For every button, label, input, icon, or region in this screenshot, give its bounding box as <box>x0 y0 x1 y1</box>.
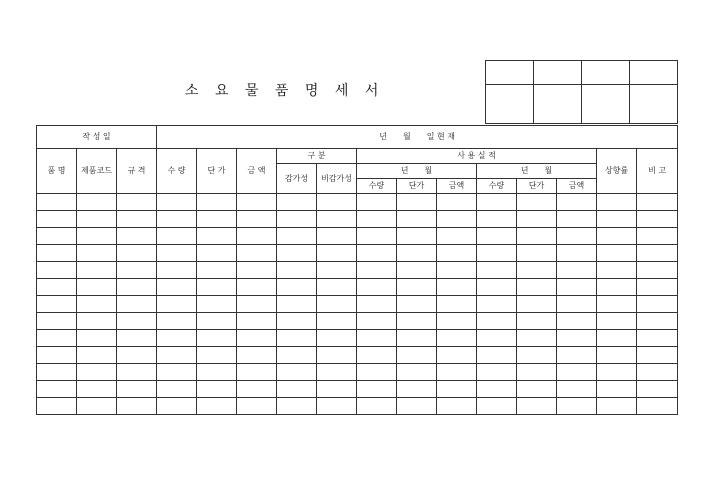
col-amount: 금 액 <box>237 149 277 194</box>
table-cell[interactable] <box>437 228 477 245</box>
col-quantity: 수 량 <box>157 149 197 194</box>
table-cell[interactable] <box>157 211 197 228</box>
table-cell[interactable] <box>317 245 357 262</box>
table-cell[interactable] <box>117 245 157 262</box>
table-cell[interactable] <box>197 296 237 313</box>
col-category: 구 분 <box>277 149 357 164</box>
col-p1-unit-price: 단가 <box>397 179 437 194</box>
table-cell[interactable] <box>237 262 277 279</box>
table-cell[interactable] <box>437 364 477 381</box>
table-cell[interactable] <box>597 245 637 262</box>
table-cell[interactable] <box>117 347 157 364</box>
table-cell[interactable] <box>317 347 357 364</box>
col-product-code: 제품코드 <box>77 149 117 194</box>
table-cell[interactable] <box>117 381 157 398</box>
table-cell[interactable] <box>237 347 277 364</box>
col-spec: 규 격 <box>117 149 157 194</box>
table-cell[interactable] <box>637 245 678 262</box>
table-cell[interactable] <box>197 262 237 279</box>
table-cell[interactable] <box>117 296 157 313</box>
table-cell[interactable] <box>557 194 597 211</box>
table-cell[interactable] <box>597 313 637 330</box>
table-cell[interactable] <box>437 330 477 347</box>
table-cell[interactable] <box>357 381 397 398</box>
table-cell[interactable] <box>517 330 557 347</box>
table-cell[interactable] <box>77 194 117 211</box>
table-cell[interactable] <box>117 194 157 211</box>
approval-cell[interactable] <box>630 61 678 85</box>
table-cell[interactable] <box>437 381 477 398</box>
table-cell[interactable] <box>317 381 357 398</box>
table-cell[interactable] <box>517 279 557 296</box>
table-cell[interactable] <box>397 262 437 279</box>
table-cell[interactable] <box>637 296 678 313</box>
table-cell[interactable] <box>517 194 557 211</box>
table-cell[interactable] <box>557 211 597 228</box>
table-cell[interactable] <box>637 313 678 330</box>
table-cell[interactable] <box>37 211 77 228</box>
table-cell[interactable] <box>317 228 357 245</box>
table-cell[interactable] <box>437 398 477 415</box>
table-cell[interactable] <box>237 330 277 347</box>
table-cell[interactable] <box>477 398 517 415</box>
table-cell[interactable] <box>357 228 397 245</box>
table-cell[interactable] <box>37 313 77 330</box>
table-cell[interactable] <box>317 194 357 211</box>
table-cell[interactable] <box>117 279 157 296</box>
table-cell[interactable] <box>637 398 678 415</box>
table-cell[interactable] <box>77 313 117 330</box>
col-unit-price: 단 가 <box>197 149 237 194</box>
table-cell[interactable] <box>477 364 517 381</box>
table-cell[interactable] <box>197 228 237 245</box>
col-period-2: 년 월 <box>477 164 597 179</box>
document-title: 소 요 물 품 명 세 서 <box>185 83 385 99</box>
table-cell[interactable] <box>597 211 637 228</box>
table-cell[interactable] <box>477 296 517 313</box>
table-cell[interactable] <box>317 313 357 330</box>
table-cell[interactable] <box>157 347 197 364</box>
table-cell[interactable] <box>517 211 557 228</box>
table-cell[interactable] <box>597 330 637 347</box>
table-cell[interactable] <box>357 296 397 313</box>
table-cell[interactable] <box>437 347 477 364</box>
table-cell[interactable] <box>437 245 477 262</box>
table-cell[interactable] <box>117 330 157 347</box>
table-cell[interactable] <box>397 211 437 228</box>
table-cell[interactable] <box>157 330 197 347</box>
table-cell[interactable] <box>37 398 77 415</box>
table-cell[interactable] <box>237 364 277 381</box>
col-p1-quantity: 수량 <box>357 179 397 194</box>
table-cell[interactable] <box>517 228 557 245</box>
table-cell[interactable] <box>477 211 517 228</box>
table-cell[interactable] <box>517 364 557 381</box>
table-cell[interactable] <box>197 330 237 347</box>
table-cell[interactable] <box>397 194 437 211</box>
table-cell[interactable] <box>77 330 117 347</box>
table-cell[interactable] <box>277 296 317 313</box>
table-cell[interactable] <box>437 262 477 279</box>
table-cell[interactable] <box>77 381 117 398</box>
table-row <box>37 245 678 262</box>
table-cell[interactable] <box>237 279 277 296</box>
table-cell[interactable] <box>237 194 277 211</box>
table-cell[interactable] <box>397 313 437 330</box>
approval-cell[interactable] <box>486 61 534 85</box>
table-cell[interactable] <box>597 364 637 381</box>
table-cell[interactable] <box>397 330 437 347</box>
table-cell[interactable] <box>77 398 117 415</box>
table-cell[interactable] <box>277 381 317 398</box>
approval-sign-cell[interactable] <box>534 85 582 124</box>
table-cell[interactable] <box>277 330 317 347</box>
col-non-depreciable: 비감가성 <box>317 164 357 194</box>
table-cell[interactable] <box>37 296 77 313</box>
table-cell[interactable] <box>157 279 197 296</box>
table-row <box>37 398 678 415</box>
table-cell[interactable] <box>557 313 597 330</box>
table-cell[interactable] <box>437 211 477 228</box>
table-cell[interactable] <box>237 381 277 398</box>
table-cell[interactable] <box>117 262 157 279</box>
table-cell[interactable] <box>157 296 197 313</box>
table-cell[interactable] <box>597 398 637 415</box>
table-cell[interactable] <box>357 398 397 415</box>
table-cell[interactable] <box>157 313 197 330</box>
table-cell[interactable] <box>37 245 77 262</box>
table-cell[interactable] <box>637 194 678 211</box>
table-cell[interactable] <box>117 211 157 228</box>
table-cell[interactable] <box>277 347 317 364</box>
table-row <box>37 296 678 313</box>
table-cell[interactable] <box>237 245 277 262</box>
approval-cell[interactable] <box>534 61 582 85</box>
table-cell[interactable] <box>357 262 397 279</box>
table-cell[interactable] <box>37 228 77 245</box>
header-row-1 <box>37 149 678 164</box>
table-cell[interactable] <box>77 245 117 262</box>
table-cell[interactable] <box>397 279 437 296</box>
approval-cell[interactable] <box>582 61 630 85</box>
table-row <box>37 211 678 228</box>
table-cell[interactable] <box>637 381 678 398</box>
table-cell[interactable] <box>637 211 678 228</box>
table-cell[interactable] <box>397 364 437 381</box>
table-cell[interactable] <box>477 313 517 330</box>
date-row <box>37 126 678 149</box>
table-cell[interactable] <box>37 262 77 279</box>
table-row <box>37 330 678 347</box>
table-cell[interactable] <box>597 228 637 245</box>
approval-stamp-grid <box>485 60 678 124</box>
table-cell[interactable] <box>477 194 517 211</box>
table-cell[interactable] <box>237 398 277 415</box>
date-value[interactable]: 년 월 일 현 재 <box>157 126 678 149</box>
table-cell[interactable] <box>317 279 357 296</box>
table-cell[interactable] <box>597 296 637 313</box>
table-cell[interactable] <box>37 330 77 347</box>
table-cell[interactable] <box>557 364 597 381</box>
table-cell[interactable] <box>77 347 117 364</box>
table-cell[interactable] <box>397 296 437 313</box>
table-cell[interactable] <box>157 228 197 245</box>
table-cell[interactable] <box>317 330 357 347</box>
table-cell[interactable] <box>477 262 517 279</box>
col-p2-unit-price: 단가 <box>517 179 557 194</box>
table-cell[interactable] <box>277 194 317 211</box>
approval-sign-cell[interactable] <box>486 85 534 124</box>
table-cell[interactable] <box>117 313 157 330</box>
table-cell[interactable] <box>557 296 597 313</box>
table-row <box>37 194 678 211</box>
table-cell[interactable] <box>437 296 477 313</box>
table-cell[interactable] <box>277 279 317 296</box>
table-cell[interactable] <box>357 364 397 381</box>
table-cell[interactable] <box>517 398 557 415</box>
table-row <box>37 381 678 398</box>
table-cell[interactable] <box>557 245 597 262</box>
table-cell[interactable] <box>77 364 117 381</box>
table-cell[interactable] <box>277 398 317 415</box>
table-cell[interactable] <box>197 364 237 381</box>
table-cell[interactable] <box>117 364 157 381</box>
table-cell[interactable] <box>597 194 637 211</box>
approval-sign-cell[interactable] <box>582 85 630 124</box>
table-cell[interactable] <box>557 228 597 245</box>
table-cell[interactable] <box>397 228 437 245</box>
table-cell[interactable] <box>277 211 317 228</box>
approval-header-row <box>486 61 678 85</box>
table-cell[interactable] <box>197 347 237 364</box>
table-cell[interactable] <box>37 279 77 296</box>
table-cell[interactable] <box>397 398 437 415</box>
table-cell[interactable] <box>517 313 557 330</box>
table-cell[interactable] <box>557 347 597 364</box>
table-cell[interactable] <box>357 211 397 228</box>
table-cell[interactable] <box>37 194 77 211</box>
table-row <box>37 228 678 245</box>
table-cell[interactable] <box>397 245 437 262</box>
table-cell[interactable] <box>437 194 477 211</box>
table-cell[interactable] <box>517 296 557 313</box>
table-cell[interactable] <box>517 347 557 364</box>
table-cell[interactable] <box>77 279 117 296</box>
table-cell[interactable] <box>477 228 517 245</box>
table-cell[interactable] <box>197 211 237 228</box>
table-cell[interactable] <box>237 313 277 330</box>
col-p2-amount: 금액 <box>557 179 597 194</box>
table-cell[interactable] <box>557 330 597 347</box>
table-cell[interactable] <box>277 262 317 279</box>
table-cell[interactable] <box>637 262 678 279</box>
table-cell[interactable] <box>77 228 117 245</box>
table-cell[interactable] <box>317 364 357 381</box>
table-cell[interactable] <box>477 347 517 364</box>
table-cell[interactable] <box>157 194 197 211</box>
table-row <box>37 347 678 364</box>
table-cell[interactable] <box>637 279 678 296</box>
table-cell[interactable] <box>477 330 517 347</box>
col-remarks: 비 고 <box>637 149 678 194</box>
table-cell[interactable] <box>77 296 117 313</box>
table-row <box>37 279 678 296</box>
table-cell[interactable] <box>77 262 117 279</box>
table-cell[interactable] <box>557 262 597 279</box>
table-cell[interactable] <box>197 313 237 330</box>
table-cell[interactable] <box>557 279 597 296</box>
table-cell[interactable] <box>517 245 557 262</box>
table-cell[interactable] <box>197 381 237 398</box>
table-cell[interactable] <box>477 381 517 398</box>
table-cell[interactable] <box>157 262 197 279</box>
table-cell[interactable] <box>397 381 437 398</box>
item-list-table <box>36 125 678 415</box>
approval-sign-row <box>486 85 678 124</box>
table-cell[interactable] <box>157 398 197 415</box>
table-cell[interactable] <box>117 228 157 245</box>
table-row <box>37 262 678 279</box>
table-cell[interactable] <box>237 211 277 228</box>
table-cell[interactable] <box>237 228 277 245</box>
col-usage-record: 사 용 실 적 <box>357 149 597 164</box>
table-cell[interactable] <box>197 194 237 211</box>
table-cell[interactable] <box>157 245 197 262</box>
table-cell[interactable] <box>277 228 317 245</box>
table-cell[interactable] <box>517 262 557 279</box>
table-cell[interactable] <box>557 381 597 398</box>
table-cell[interactable] <box>357 194 397 211</box>
table-cell[interactable] <box>637 228 678 245</box>
table-cell[interactable] <box>277 364 317 381</box>
table-cell[interactable] <box>477 245 517 262</box>
table-cell[interactable] <box>317 398 357 415</box>
table-cell[interactable] <box>597 279 637 296</box>
table-cell[interactable] <box>597 347 637 364</box>
table-cell[interactable] <box>437 279 477 296</box>
table-cell[interactable] <box>197 398 237 415</box>
table-cell[interactable] <box>357 330 397 347</box>
table-cell[interactable] <box>117 398 157 415</box>
table-row <box>37 364 678 381</box>
table-cell[interactable] <box>397 347 437 364</box>
table-cell[interactable] <box>157 364 197 381</box>
table-cell[interactable] <box>557 398 597 415</box>
table-cell[interactable] <box>477 279 517 296</box>
table-cell[interactable] <box>37 381 77 398</box>
table-cell[interactable] <box>357 279 397 296</box>
table-cell[interactable] <box>237 296 277 313</box>
table-cell[interactable] <box>317 211 357 228</box>
date-label: 작 성 일 <box>37 126 157 149</box>
table-cell[interactable] <box>317 296 357 313</box>
table-cell[interactable] <box>597 381 637 398</box>
approval-sign-cell[interactable] <box>630 85 678 124</box>
col-repayment-rate: 상향률 <box>597 149 637 194</box>
table-cell[interactable] <box>637 330 678 347</box>
table-cell[interactable] <box>277 245 317 262</box>
table-cell[interactable] <box>37 364 77 381</box>
table-cell[interactable] <box>597 262 637 279</box>
table-cell[interactable] <box>637 347 678 364</box>
table-cell[interactable] <box>197 245 237 262</box>
table-cell[interactable] <box>197 279 237 296</box>
table-cell[interactable] <box>77 211 117 228</box>
table-cell[interactable] <box>437 313 477 330</box>
col-depreciable: 감가성 <box>277 164 317 194</box>
table-cell[interactable] <box>517 381 557 398</box>
table-row <box>37 313 678 330</box>
table-cell[interactable] <box>357 245 397 262</box>
table-cell[interactable] <box>37 347 77 364</box>
table-cell[interactable] <box>637 364 678 381</box>
table-cell[interactable] <box>317 262 357 279</box>
table-cell[interactable] <box>277 313 317 330</box>
col-p2-quantity: 수량 <box>477 179 517 194</box>
col-p1-amount: 금액 <box>437 179 477 194</box>
table-cell[interactable] <box>157 381 197 398</box>
col-item-name: 품 명 <box>37 149 77 194</box>
table-cell[interactable] <box>357 347 397 364</box>
col-period-1: 년 월 <box>357 164 477 179</box>
table-cell[interactable] <box>357 313 397 330</box>
